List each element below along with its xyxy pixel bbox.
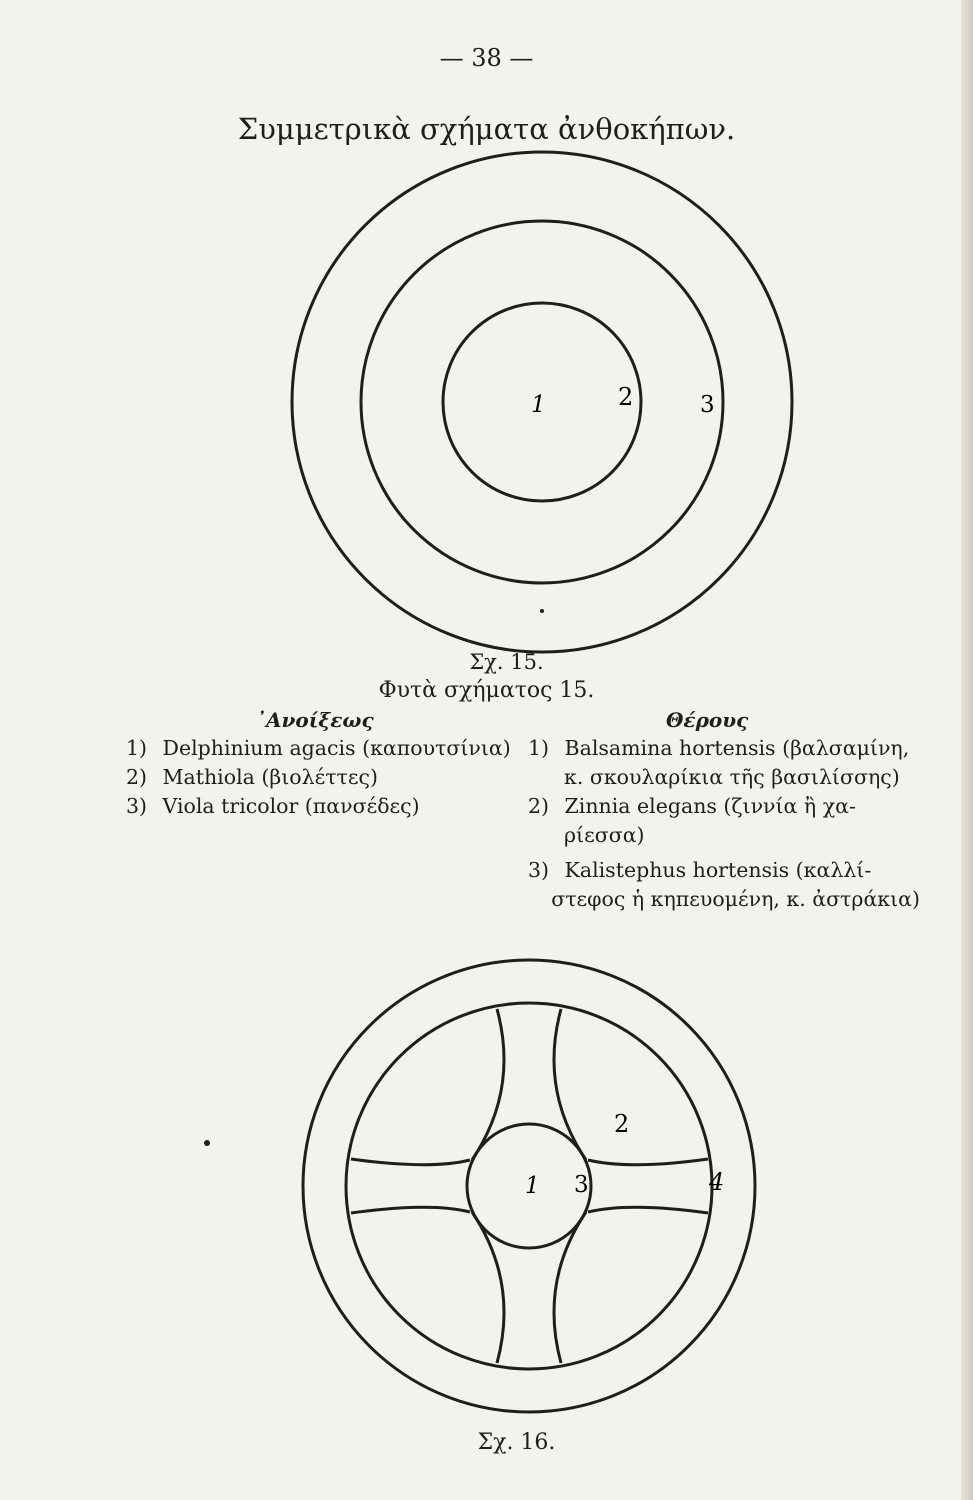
fig16-right-arc-bottom	[588, 1207, 708, 1213]
fig16-label-3: 3	[574, 1172, 589, 1198]
item-text: Viola tricolor (πανσέδες)	[162, 794, 420, 818]
fig15-label-2: 2	[618, 383, 634, 411]
fig16-top-arc-right	[554, 1009, 586, 1160]
fig16-right-arc-top	[588, 1159, 708, 1165]
fig16-left-arc-bottom	[351, 1207, 470, 1213]
figure-16-caption: Σχ. 16.	[477, 1430, 556, 1455]
item-number: 2)	[528, 794, 550, 818]
fig16-dot-mark	[540, 609, 544, 613]
item-text: Kalistephus hortensis (καλλί-	[564, 858, 872, 882]
fig16-label-2: 2	[614, 1110, 630, 1138]
item-text: Balsamina hortensis (βαλσαμίνη,	[564, 736, 910, 760]
fig16-dot-mark	[204, 1140, 210, 1146]
summer-heading: Θέρους	[666, 708, 749, 732]
item-number: 1)	[126, 736, 148, 760]
summer-item-continuation: στεφος ἡ κηπευομένη, κ. ἀστράκια)	[551, 887, 920, 911]
item-text: Delphinium agacis (καπουτσίνια)	[162, 736, 511, 760]
page-number: — 38 —	[439, 44, 534, 72]
item-number: 1)	[528, 736, 550, 760]
summer-item-continuation: κ. σκουλαρίκια τῆς βασιλίσσης)	[564, 765, 900, 789]
item-text: Mathiola (βιολέττες)	[162, 765, 379, 789]
fig16-label-4: 4	[709, 1168, 725, 1196]
item-number: 2)	[126, 765, 148, 789]
figure-15-caption: Σχ. 15.	[469, 650, 544, 674]
summer-item-continuation: ρίεσσα)	[564, 823, 645, 847]
fig16-left-arc-top	[351, 1159, 470, 1165]
item-number: 3)	[126, 794, 148, 818]
item-text: Zinnia elegans (ζιννία ἢ χα-	[564, 794, 856, 818]
fig15-label-3: 3	[700, 392, 715, 418]
fig16-label-1: 1	[525, 1173, 540, 1199]
fig16-bottom-arc-right	[554, 1212, 586, 1363]
plants-subtitle: Φυτὰ σχήματος 15.	[378, 678, 595, 703]
spring-heading: ᾽Ανοίξεως	[256, 708, 374, 732]
item-number: 3)	[528, 858, 550, 882]
page-title: Συμμετρικὰ σχήματα ἀνθοκήπων.	[237, 112, 736, 146]
fig15-label-1: 1	[531, 392, 546, 418]
fig16-bottom-arc-left	[472, 1212, 504, 1363]
fig16-top-arc-left	[472, 1009, 504, 1160]
